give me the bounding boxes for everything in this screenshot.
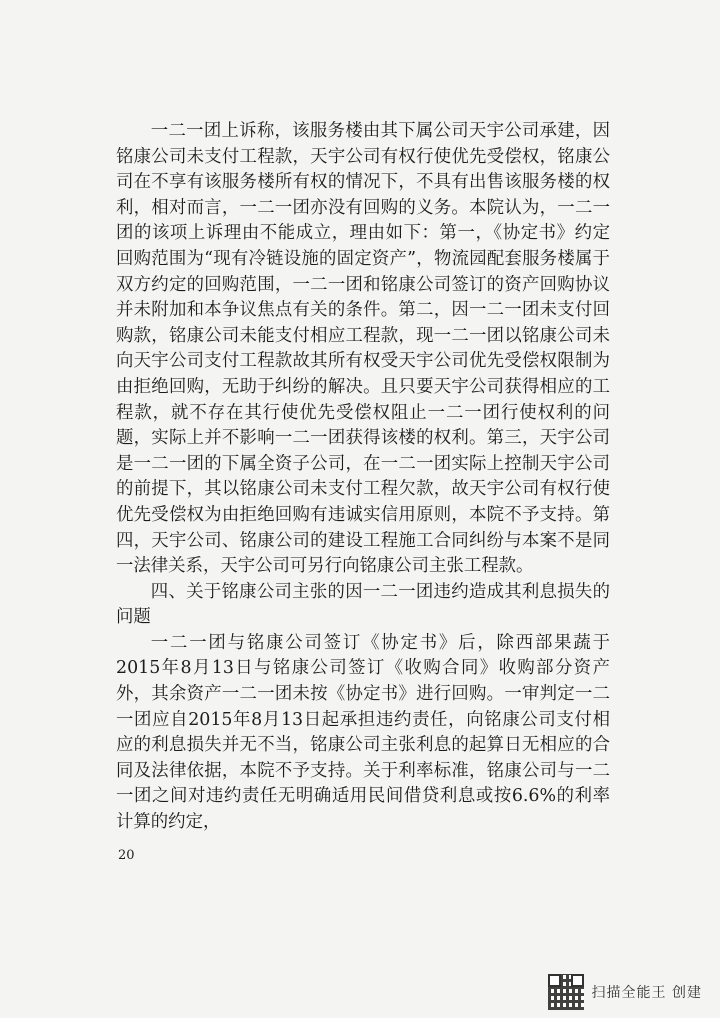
qr-code-icon bbox=[548, 974, 584, 1010]
watermark-text: 扫描全能王 创建 bbox=[591, 985, 702, 1001]
document-body bbox=[116, 119, 610, 836]
body-paragraph: 一二一团上诉称，该服务楼由其下属公司天宇公司承建，因铭康公司未支付工程款，天宇公司有权行使优先受偿权，铭康公司在不享有该服务楼所有权的情况下，不具有出售该服务楼的权利，相对而言，一二一团亦没有回购的义务。本院认为，一二一团的该项上诉理由不能成立，理由如下：第一，《协定书》约定回购范围为“现有冷链设施的固定资产”，物流园配套服务楼属于双方约定的回购范围，一二一团和铭康公司签订的资产回购协议并未附加和本争议焦点有关的条件。第二，因一二一团未支付回购款，铭康公司未能支付相应工程款，现一二一团以铭康公司未向天宇公司支付工程款故其所有权受天宇公司优先受偿权限制为由拒绝回购，无助于纠纷的解决。且只要天宇公司获得相应的工程款，就不存在其行使优先受偿权阻止一二一团行使权利的问题，实际上并不影响一二一团获得该楼的权利。第三，天宇公司是一二一团的下属全资子公司，在一二一团实际上控制天宇公司的前提下，其以铭康公司未支付工程欠款，故天宇公司有权行使优先受偿权为由拒绝回购有违诚实信用原则，本院不予支持。第四，天宇公司、铭康公司的建设工程施工合同纠纷与本案不是同一法律关系，天宇公司可另行向铭康公司主张工程款。 bbox=[116, 121, 610, 577]
section-heading: 四、关于铭康公司主张的因一二一团违约造成其利息损失的问题 bbox=[116, 581, 610, 628]
page-number: 20 bbox=[118, 848, 135, 863]
scanner-watermark bbox=[548, 974, 702, 1010]
body-paragraph: 一二一团与铭康公司签订《协定书》后，除西部果蔬于2015年8月13日与铭康公司签订《收购合同》收购部分资产外，其余资产一二一团未按《协定书》进行回购。一审判定一二一团应自2015年8月13日起承担违约责任，向铭康公司支付相应的利息损失并无不当，铭康公司主张利息的起算日无相应的合同及法律依据，本院不予支持。关于利率标准，铭康公司与一二一团之间对违约责任无明确适用民间借贷利息或按6.6%的利率计算的约定， bbox=[116, 632, 610, 833]
